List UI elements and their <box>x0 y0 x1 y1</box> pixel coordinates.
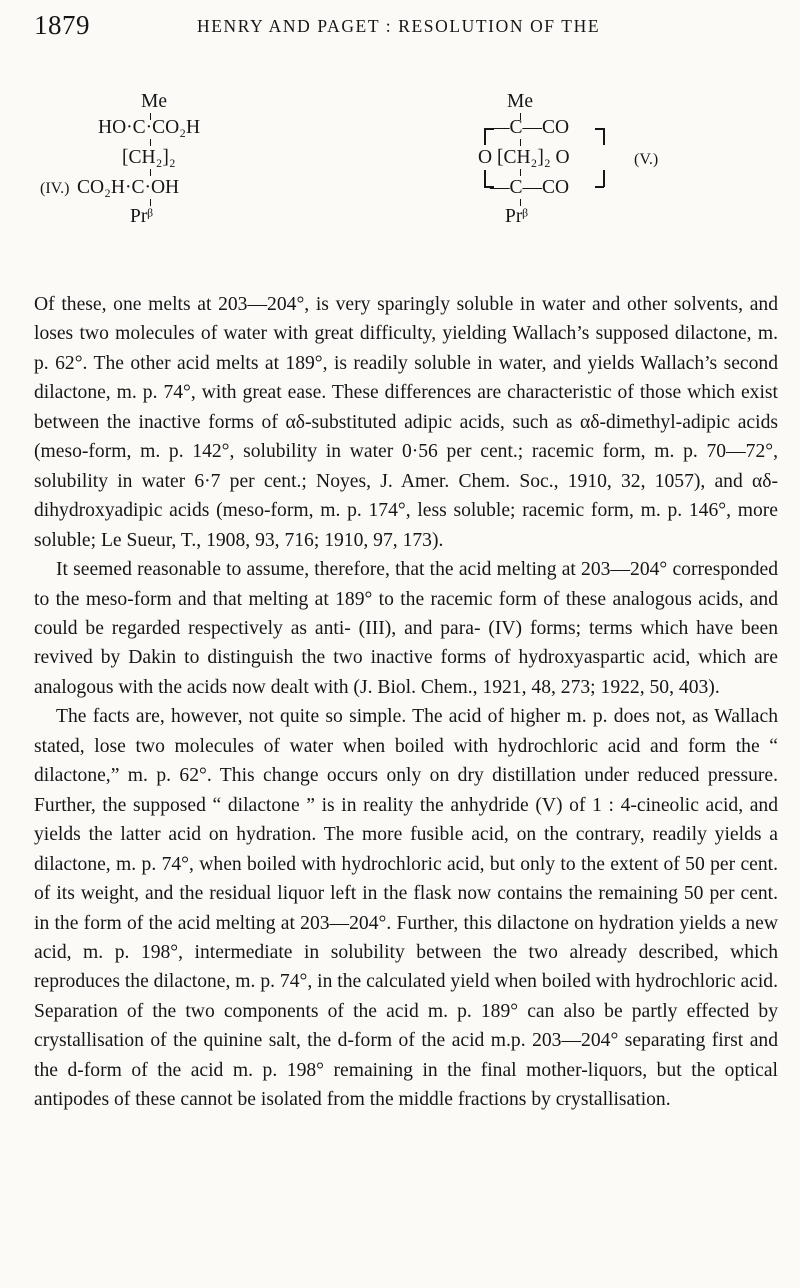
paragraph-3: The facts are, however, not quite so simple. The acid of higher m. p. does not, as Wallach stated, lose two molecules of water when boiled with hydrochloric acid and form the “ dilactone,” m. p. 62°. This change occurs only on dry distillation under reduced pressure. Further, the supposed “ dilactone ” is in reality the anhydride (V) of 1 : 4-cineolic acid, and yields the latter acid on hydration. The more fusible acid, on the contrary, readily yields a dilactone, m. p. 74°, when boiled with hydrochloric acid, but only to the extent of 50 per cent. of its weight, and the residual liquor left in the flask now contains the remaining 50 per cent. in the form of the acid melting at 203—204°. Further, this dilactone on hydration yields a new acid, m. p. 198°, intermediate in solubility between the two already described, which reproduces the dilactone, m. p. 74°, in the calculated yield when boiled with hydrochloric acid. Separation of the two components of the acid m. p. 189° can also be partly effected by crystallisation of the quinine salt, the d-form of the acid m.p. 203—204° separating first and the d-form of the acid m. p. 198° remaining in the final mother-liquors, but the optical antipodes of these cannot be isolated from the middle fractions by crystallisation. <box>34 706 778 1111</box>
body-text <box>34 290 778 1115</box>
formula-v-line-4: —C—CO <box>490 177 570 198</box>
formula-v-ring-left-upper <box>484 128 486 145</box>
formula-v-ring-right-upper <box>603 128 605 145</box>
formula-iv-line-4: CO₂H·C·OH <box>77 177 180 198</box>
formula-iv-line-3: [CH₂]₂ <box>122 147 176 168</box>
paragraph-1: Of these, one melts at 203—204°, is very sparingly soluble in water and other solvents, and loses two molecules of water with great difficulty, yielding Wallach’s supposed dilactone, m. p. 62°. The other acid melts at 189°, is readily soluble in water, and yields Wallach’s second dilactone, m. p. 74°, with great ease. These differences are characteristic of those which exist between the inactive forms of αδ-substituted adipic acids, such as αδ-dimethyl-adipic acids (meso-form, m. p. 142°, solubility in water 0·56 per cent.; racemic form, m. p. 70—72°, solubility in water 6·7 per cent.; Noyes, J. Amer. Chem. Soc., 1910, 32, 1057), and αδ-dihydroxyadipic acids (meso-form, m. p. 174°, less soluble; racemic form, m. p. 146°, more soluble; Le Sueur, T., 1908, 93, 716; 1910, 97, 173). <box>34 294 778 551</box>
formula-v-ring-left-lower <box>484 170 486 187</box>
formula-iv-label: (IV.) <box>40 180 70 197</box>
formula-v-line-3: O [CH₂]₂ O <box>478 147 570 168</box>
formula-v-bond-2 <box>520 139 521 146</box>
formula-iv-line-1: Me <box>141 91 167 112</box>
formula-v-label: (V.) <box>634 151 659 168</box>
page-number: 1879 <box>34 10 90 40</box>
formula-v-ring-right-lower <box>603 170 605 187</box>
formula-iv-line-2: HO·C·CO₂H <box>98 117 201 138</box>
formula-v-ring-bottom-right <box>595 186 604 188</box>
formula-v-line-2: —C—CO <box>490 117 570 138</box>
formula-v-bond-3 <box>520 169 521 176</box>
formula-v-line-5: Prᵝ <box>505 206 528 227</box>
paragraph-2: It seemed reasonable to assume, therefore, that the acid melting at 203—204° corresponded to the meso-form and that melting at 189° to the racemic form of these analogous acids, and could be regarded respectively as anti- (III), and para- (IV) forms; terms which have been revived by Dakin to distinguish the two inactive forms of hydroxyaspartic acid, which are analogous with the acids now dealt with (J. Biol. Chem., 1921, 48, 273; 1922, 50, 403). <box>34 559 778 698</box>
formula-v <box>0 0 800 290</box>
running-head: HENRY AND PAGET : RESOLUTION OF THE <box>197 16 601 36</box>
formula-iv-line-5: Prᵝ <box>130 206 153 227</box>
formula-v-line-1: Me <box>507 91 533 112</box>
